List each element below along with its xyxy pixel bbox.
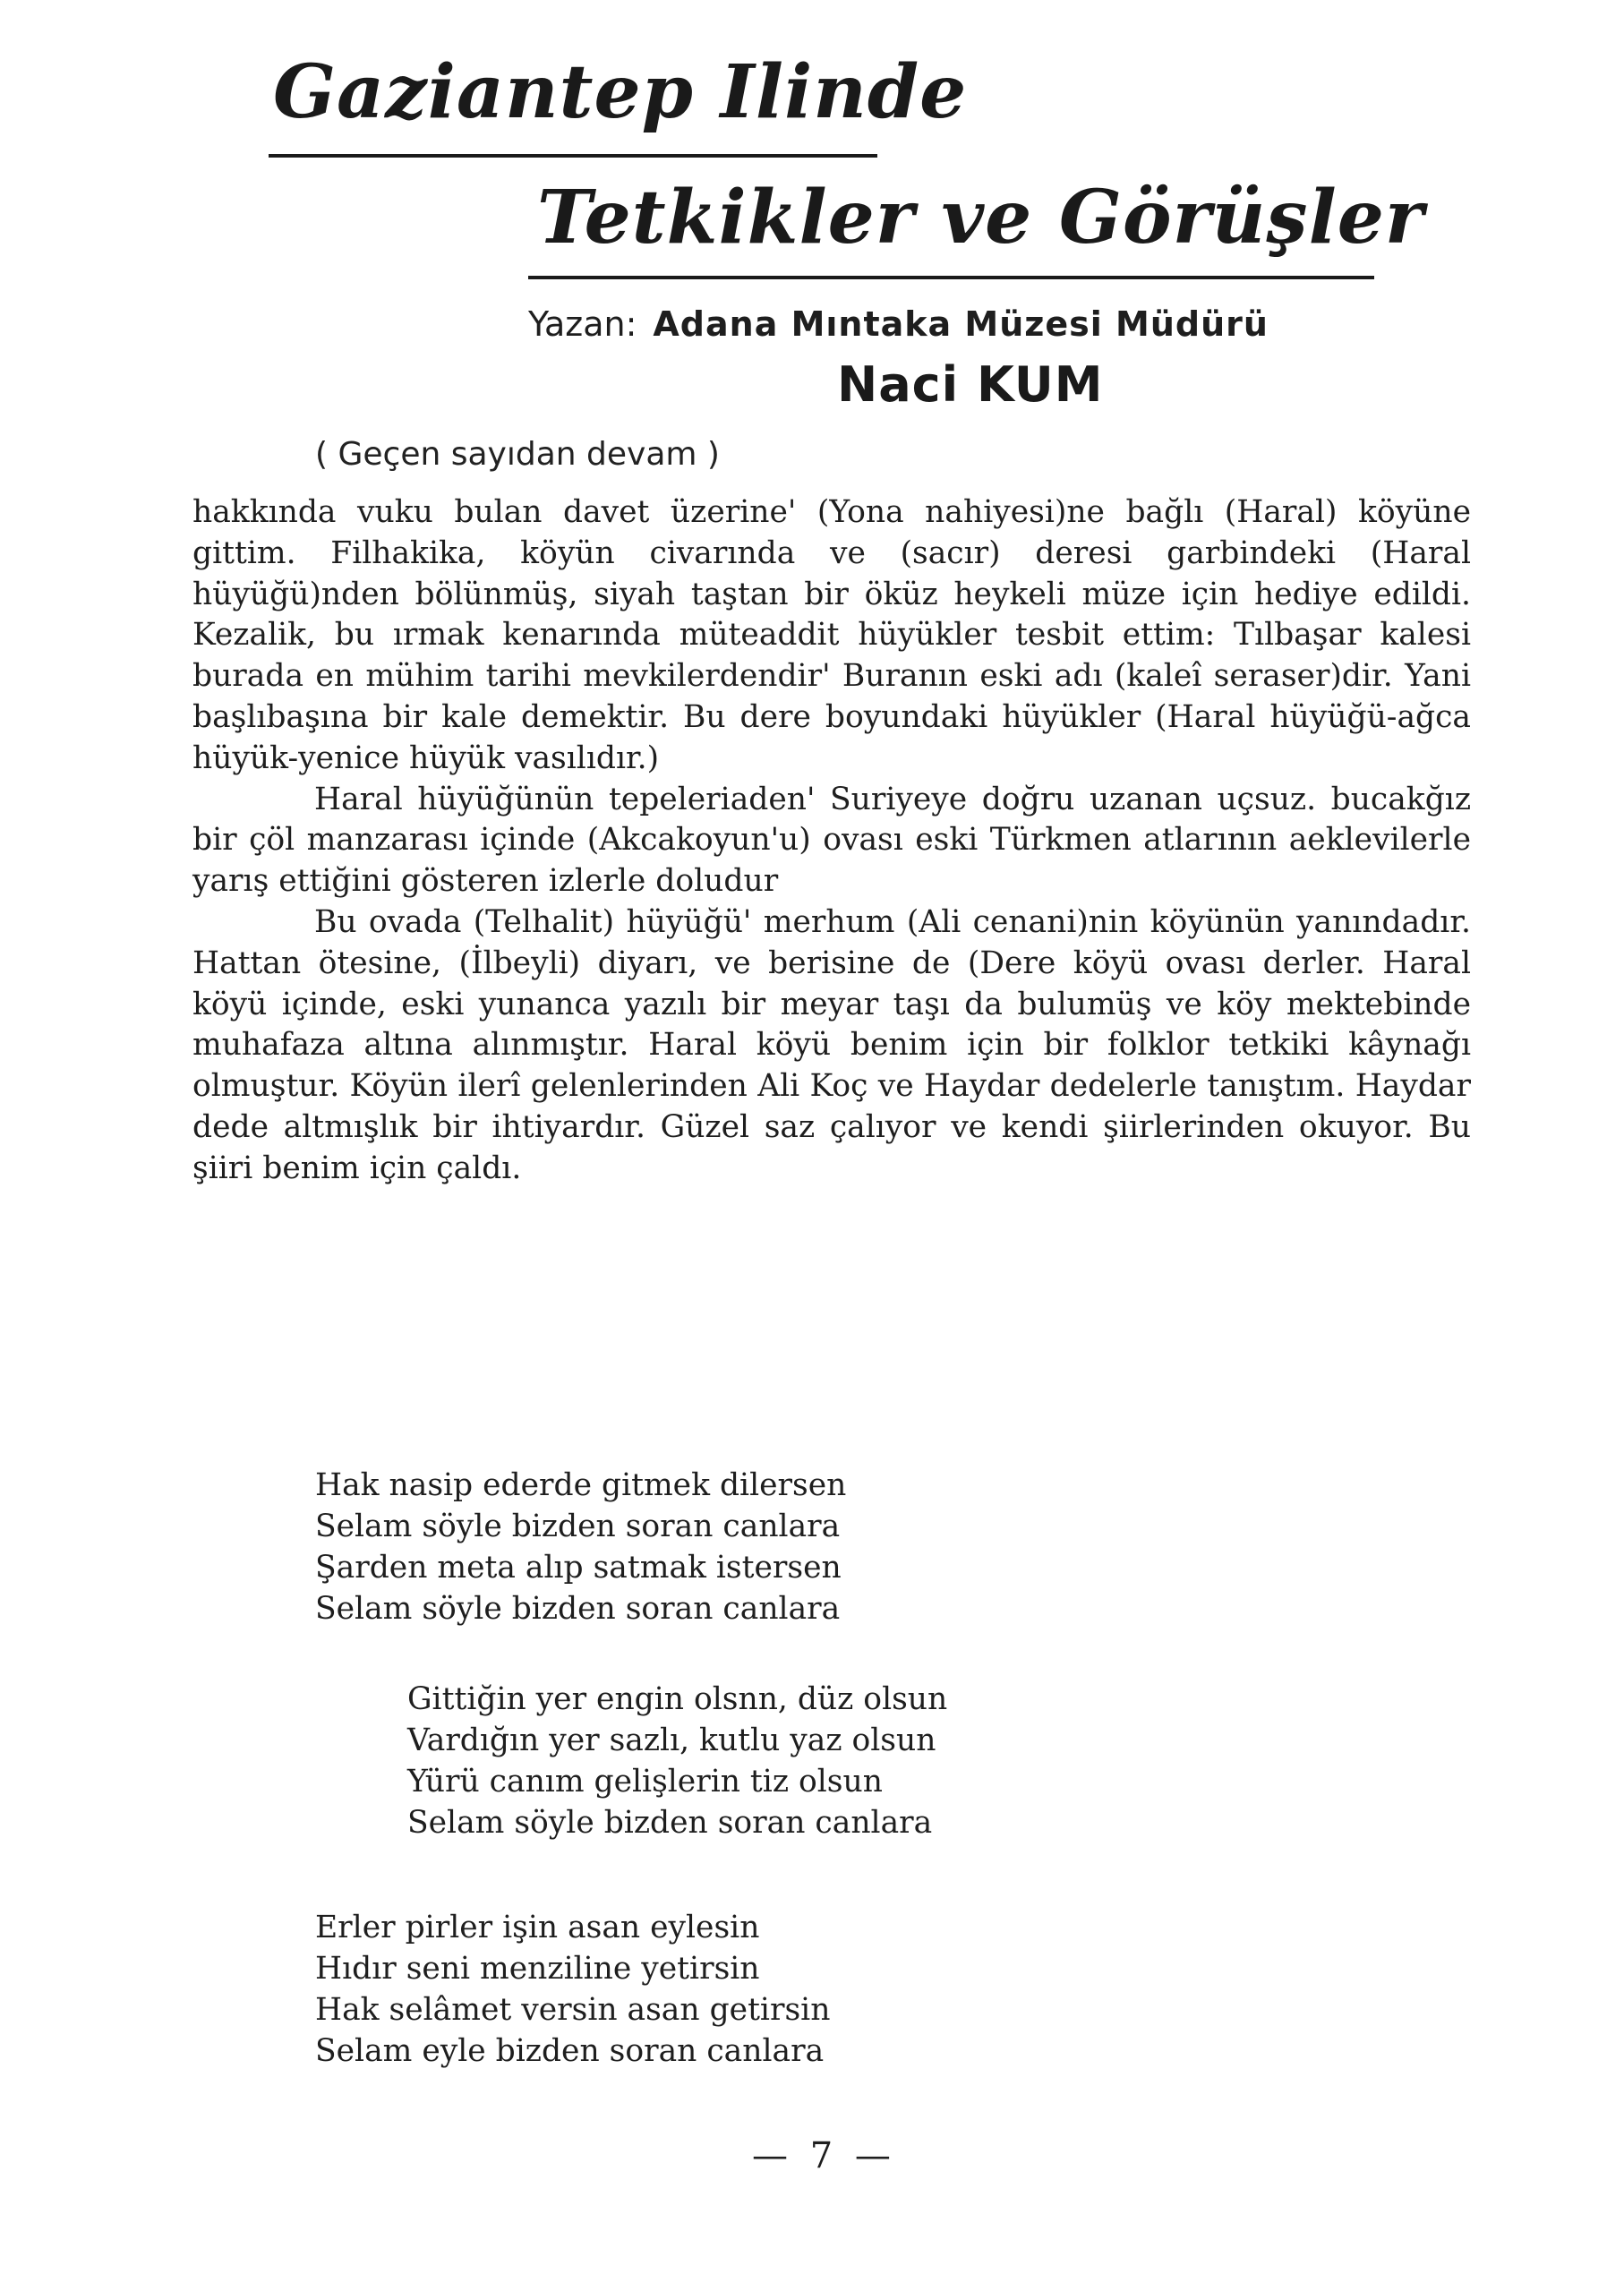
poem-line: Hak nasip ederde gitmek dilersen <box>315 1467 847 1503</box>
poem-line: Yürü canım gelişlerin tiz olsun <box>407 1764 883 1800</box>
poem-line: Şarden meta alıp satmak istersen <box>315 1550 842 1586</box>
page-number: — 7 — <box>752 2135 896 2176</box>
poem-stanza-3 <box>315 1907 830 2072</box>
byline-role: Adana Mıntaka Müzesi Müdürü <box>653 304 1269 344</box>
paragraph: hakkında vuku bulan davet üzerine' (Yona nahiyesi)ne bağlı (Haral) köyüne gittim. Filhakika, köyün civarında ve (sacır) deresi garbindeki (Haral hüyüğü)nden bölünmüş, siyah taştan bir öküz heykeli müze için hediye edildi. Kezalik, bu ırmak kenarında müteaddit hüyükler tesbit ettim: Tılbaşar kalesi burada en mühim tarihi mevkilerdendir' Buranın eski adı (kaleî seraser)dir. Yani başlıbaşına bir kale demektir. Bu dere boyundaki hüyükler (Haral hüyüğü-ağca hüyük-yenice hüyük vasılıdır.) <box>192 494 1471 776</box>
poem-line: Selam söyle bizden soran canlara <box>315 1591 841 1627</box>
title-underline-2 <box>528 276 1374 279</box>
poem-line: Selam söyle bizden soran canlara <box>407 1805 933 1841</box>
poem-line: Selam eyle bizden soran canlara <box>315 2033 825 2069</box>
paragraph: Bu ovada (Telhalit) hüyüğü' merhum (Ali cenani)nin köyünün yanındadır. Hattan ötesine, (İlbeyli) diyarı, ve berisine de (Dere köyü ovası derler. Haral köyü içinde, eski yunanca yazılı bir meyar taşı da bulumüş ve köy mektebinde muhafaza altına alınmıştır. Haral köyü benim için bir folklor tetkiki kâynağı olmuştur. Köyün ilerî gelenlerinden Ali Koç ve Haydar dedelerle tanıştım. Haydar dede altmışlık bir ihtiyardır. Güzel saz çalıyor ve kendi şiirlerinden okuyor. Bu şiiri benim için çaldı. <box>192 903 1471 1186</box>
title-line-2: Tetkikler ve Görüşler <box>537 175 1425 261</box>
poem-stanza-1 <box>315 1465 846 1629</box>
poem-line: Vardığın yer sazlı, kutlu yaz olsun <box>407 1723 936 1758</box>
title-line-1: Gaziantep Ilinde <box>273 49 968 135</box>
poem-line: Selam söyle bizden soran canlara <box>315 1509 841 1544</box>
author-name: Naci KUM <box>837 356 1104 413</box>
title-underline-1 <box>269 154 877 158</box>
article-body <box>192 492 1471 1190</box>
poem-line: Gittiğin yer engin olsnn, düz olsun <box>407 1681 948 1717</box>
byline-label: Yazan: <box>528 304 637 344</box>
poem-stanza-2 <box>407 1679 947 1843</box>
poem-line: Erler pirler işin asan eylesin <box>315 1910 760 1945</box>
paragraph: Haral hüyüğünün tepeleriaden' Suriyeye doğru uzanan uçsuz. bucakğız bir çöl manzarası içinde (Akcakoyun'u) ovası eski Türkmen atlarının aeklevilerle yarış ettiğini gösteren izlerle doludur <box>192 781 1471 900</box>
byline <box>528 304 1269 344</box>
continued-note: ( Geçen sayıdan devam ) <box>315 436 720 473</box>
poem-line: Hak selâmet versin asan getirsin <box>315 1992 831 2028</box>
poem-line: Hıdır seni menziline yetirsin <box>315 1951 760 1987</box>
